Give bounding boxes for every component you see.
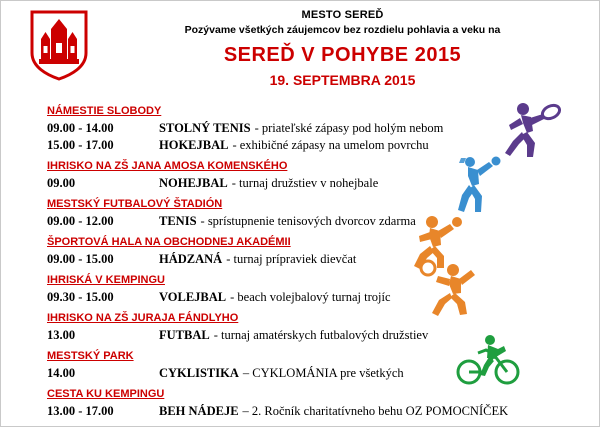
town-crest-icon [29,9,89,81]
event-sport: VOLEJBAL [159,290,227,304]
venue-name: MESTSKÝ PARK [47,350,134,362]
event-description: – 2. Ročník charitatívneho behu OZ POMOCNÍČEK [242,404,509,418]
venue-name: ŠPORTOVÁ HALA NA OBCHODNEJ AKADÉMII [47,236,291,248]
program-row [47,365,599,382]
event-sport: CYKLISTIKA [159,366,239,380]
program-row [47,213,599,230]
event-time: 09.00 - 12.00 [47,214,114,228]
event-description: - turnaj družstiev v nohejbale [231,176,379,190]
event-time: 09.00 - 14.00 [47,121,114,135]
event-description: - turnaj prípraviek dievčat [226,252,357,266]
event-time: 15.00 - 17.00 [47,138,114,152]
event-description: - beach volejbalový turnaj trojíc [230,290,391,304]
program-row [47,289,599,306]
program-row [47,175,599,192]
program-row [47,120,599,137]
event-sport: TENIS [159,214,197,228]
program-row [47,137,599,154]
event-sport: NOHEJBAL [159,176,228,190]
header-text-block [96,9,589,88]
program-block [1,232,599,268]
event-description: - exhibičné zápasy na umelom povrchu [232,138,429,152]
event-sport: BEH NÁDEJE [159,404,239,418]
poster-header [1,1,599,97]
event-description: - turnaj amatérskych futbalových družstiev [213,328,429,342]
program-row [47,251,599,268]
program-block [1,346,599,382]
venue-name: MESTSKÝ FUTBALOVÝ ŠTADIÓN [47,198,223,210]
event-sport: HOKEJBAL [159,138,229,152]
program-row [47,327,599,344]
program-block [1,194,599,230]
event-sport: FUTBAL [159,328,210,342]
venue-name: IHRISKO NA ZŠ JURAJA FÁNDLYHO [47,312,239,324]
event-sport: STOLNÝ TENIS [159,121,251,135]
program-block [1,308,599,344]
event-description: – CYKLOMÁNIA pre všetkých [242,366,404,380]
program-block [1,384,599,420]
event-time: 13.00 - 17.00 [47,404,114,418]
event-date: 19. SEPTEMBRA 2015 [269,72,416,88]
event-time: 09.30 - 15.00 [47,290,114,304]
invitation-line: Pozývame všetkých záujemcov bez rozdielu pohlavia a veku na [184,24,501,36]
event-time: 13.00 [47,328,76,342]
event-time: 14.00 [47,366,76,380]
event-time: 09.00 - 15.00 [47,252,114,266]
event-sport: HÁDZANÁ [159,252,223,266]
event-description: - sprístupnenie tenisových dvorcov zdarma [200,214,416,228]
program-block [1,270,599,306]
event-title: SEREĎ V POHYBE 2015 [223,44,462,66]
venue-name: IHRISKÁ V KEMPINGU [47,274,165,286]
program-row [47,403,599,420]
program-block [1,101,599,154]
program-list [1,97,599,420]
venue-name: CESTA KU KEMPINGU [47,388,165,400]
event-time: 09.00 [47,176,76,190]
event-description: - priateľské zápasy pod holým nebom [254,121,444,135]
program-block [1,156,599,192]
venue-name: IHRISKO NA ZŠ JANA AMOSA KOMENSKÉHO [47,160,288,172]
city-name: MESTO SEREĎ [301,9,384,21]
venue-name: NÁMESTIE SLOBODY [47,105,162,117]
